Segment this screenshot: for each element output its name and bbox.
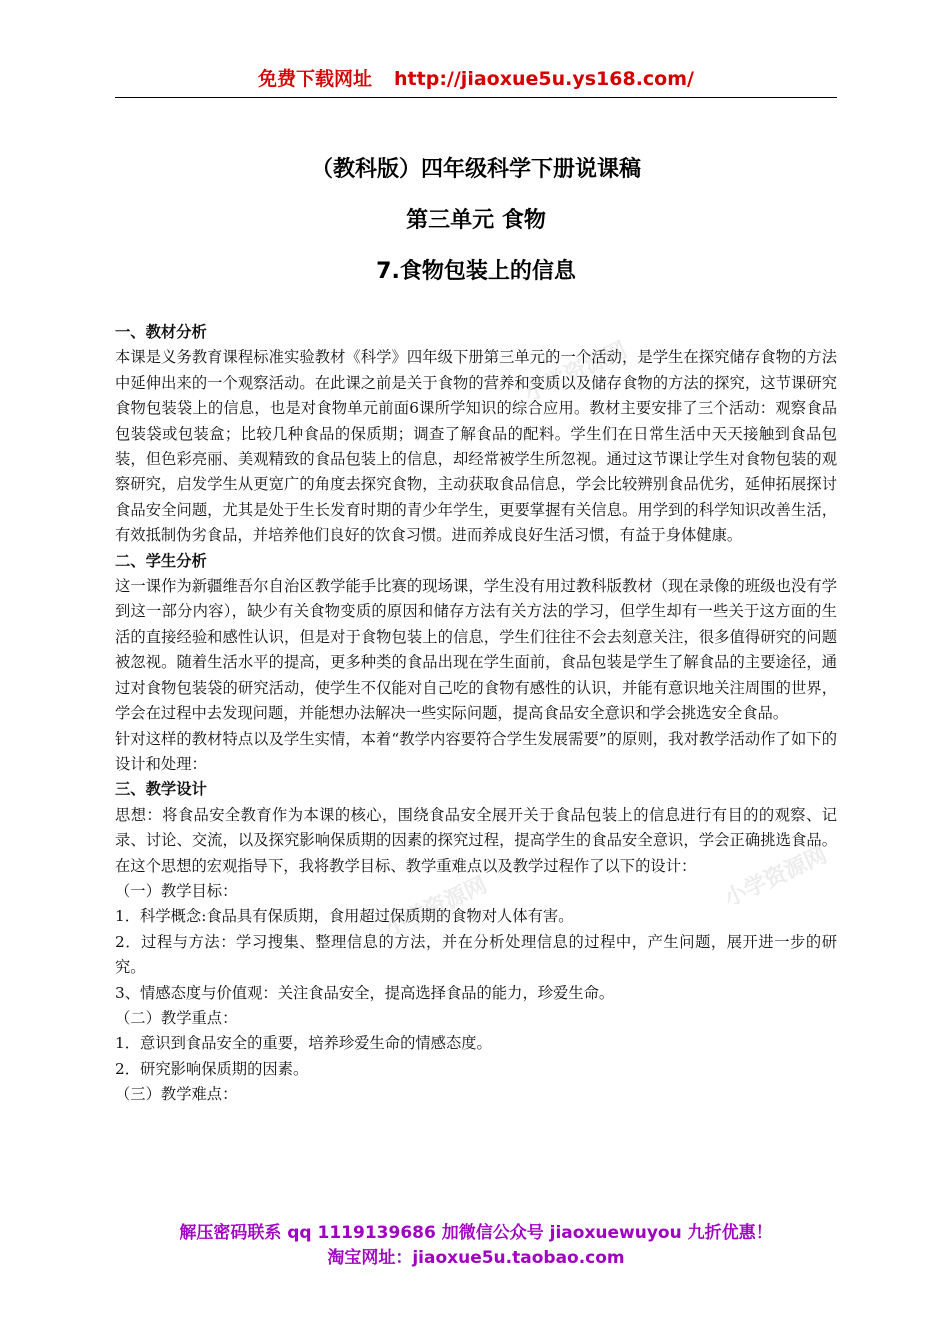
document-body	[115, 320, 837, 1108]
paragraph: 这一课作为新疆维吾尔自治区教学能手比赛的现场课，学生没有用过教科版教材（现在录像的班级也没有学到这一部分内容），缺少有关食物变质的原因和储存方法有关方法的学习，但学生却有一些关于这方面的生活的直接经验和感性认识，但是对于食物包装上的信息，学生们往往不会去刻意关注，很多值得研究的问题被忽视。随着生活水平的提高，更多种类的食品出现在学生面前，食品包装是学生了解食品的主要途径，通过对食物包装袋的研究活动，使学生不仅能对自己吃的食物有感性的认识，并能有意识地关注周围的世界，学会在过程中去发现问题，并能想办法解决一些实际问题，提高食品安全意识和学会挑选安全食品。	[115, 577, 837, 723]
main-title: （教科版）四年级科学下册说课稿	[310, 157, 641, 182]
watermark: 小学资源网	[720, 842, 831, 912]
header-label: 免费下载网址	[258, 68, 373, 90]
header-url-link[interactable]: http://jiaoxue5u.ys168.com/	[394, 68, 694, 90]
section-heading: 一、教材分析	[115, 323, 207, 341]
paragraph: （三）教学难点：	[115, 1085, 238, 1104]
footer-contact: 解压密码联系 qq 1119139686 加微信公众号 jiaoxuewuyou 九折优惠！	[179, 1223, 773, 1243]
paragraph: 针对这样的教材特点以及学生实情，本着“教学内容要符合学生发展需要”的原则，我对教学活动作了如下的设计和处理：	[115, 729, 837, 773]
watermark: 小学资源网	[380, 872, 491, 942]
section-heading: 三、教学设计	[115, 780, 207, 799]
paragraph: 2．过程与方法：学习搜集、整理信息的方法，并在分析处理信息的过程中，产生问题，展开进一步的研究。	[115, 932, 837, 977]
paragraph: 2．研究影响保质期的因素。	[115, 1059, 309, 1078]
paragraph: （一）教学目标：	[115, 881, 238, 900]
unit-title: 第三单元 食物	[406, 208, 546, 233]
paragraph: 本课是义务教育课程标准实验教材《科学》四年级下册第三单元的一个活动，是学生在探究储存食物的方法中延伸出来的一个观察活动。在此课之前是关于食物的营养和变质以及储存食物的方法的探究，这节课研究食物包装袋上的信息，也是对食物单元前面6课所学知识的综合应用。教材主要安排了三个活动：观察食品包装袋或包装盒；比较几种食品的保质期；调查了解食品的配料。学生们在日常生活中天天接触到食品包装，但色彩亮丽、美观精致的食品包装上的信息，却经常被学生所忽视。通过这节课让学生对食物包装的观察研究，启发学生从更宽广的角度去探究食物，主动获取食品信息，学会比较辨别食品优劣，延伸拓展探讨食品安全问题，尤其是处于生长发育时期的青少年学生，更要掌握有关信息。用学到的科学知识改善生活，有效抵制伪劣食品，并培养他们良好的饮食习惯。进而养成良好生活习惯，有益于身体健康。	[115, 348, 837, 545]
paragraph: 1．科学概念:食品具有保质期，食用超过保质期的食物对人体有害。	[115, 907, 574, 926]
watermark: 小学资源网	[520, 337, 631, 407]
paragraph: 1．意识到食品安全的重要，培养珍爱生命的情感态度。	[115, 1034, 492, 1053]
paragraph: 3、情感态度与价值观：关注食品安全，提高选择食品的能力，珍爱生命。	[115, 983, 615, 1002]
section-heading: 二、学生分析	[115, 551, 207, 570]
download-header	[115, 64, 837, 98]
footer-shop-url[interactable]: 淘宝网址：jiaoxue5u.taobao.com	[327, 1248, 625, 1268]
lesson-title: 7.食物包装上的信息	[376, 259, 576, 284]
paragraph: （二）教学重点：	[115, 1008, 238, 1027]
paragraph: 思想：将食品安全教育作为本课的核心，围绕食品安全展开关于食品包装上的信息进行有目的的观察、记录、讨论、交流，以及探究影响保质期的因素的探究过程，提高学生的食品安全意识，学会正确挑选食品。在这个思想的宏观指导下，我将教学目标、教学重难点以及教学过程作了以下的设计：	[115, 805, 837, 875]
